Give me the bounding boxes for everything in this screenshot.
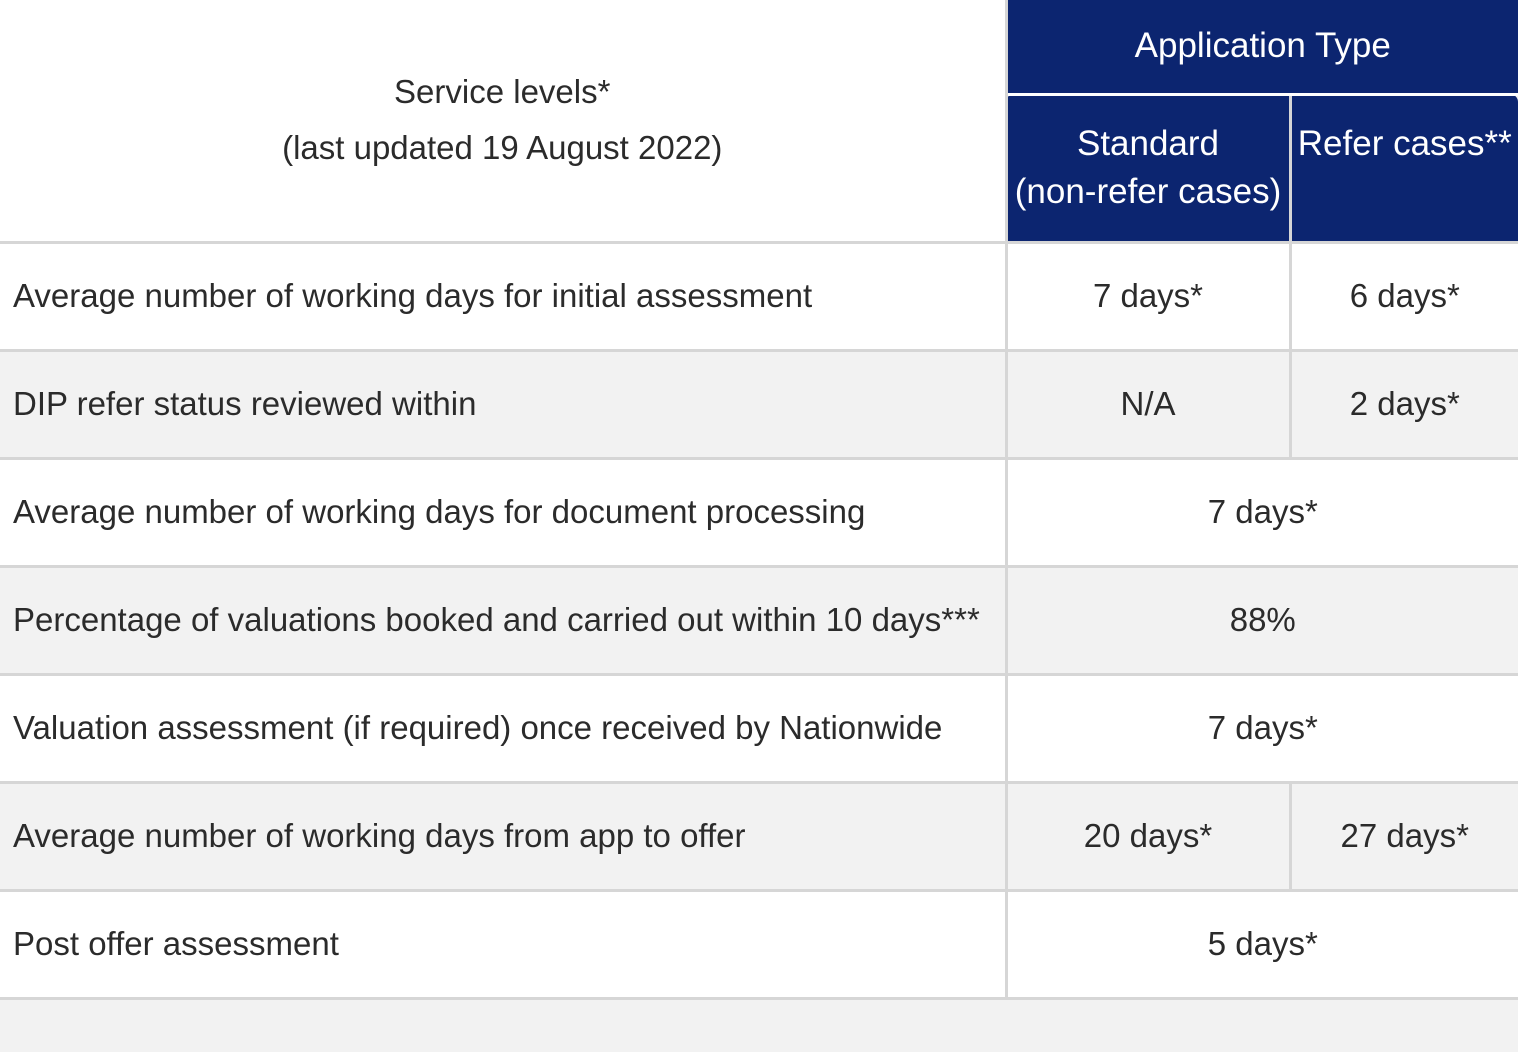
row-label: Post offer assessment <box>0 890 1006 998</box>
row-label: Average number of working days for initial assessment <box>0 242 1006 350</box>
combined-value: 7 days* <box>1006 458 1518 566</box>
standard-column-heading <box>1006 94 1290 242</box>
refer-value: 6 days* <box>1290 242 1518 350</box>
table-row <box>0 242 1518 350</box>
combined-value: 7 days* <box>1006 674 1518 782</box>
refer-value: 2 days* <box>1290 350 1518 458</box>
last-updated-note: (last updated 19 August 2022) <box>282 129 723 166</box>
standard-value: 20 days* <box>1006 782 1290 890</box>
table-row <box>0 782 1518 890</box>
refer-value: 27 days* <box>1290 782 1518 890</box>
row-label: Valuation assessment (if required) once received by Nationwide <box>0 674 1006 782</box>
standard-value: 7 days* <box>1006 242 1290 350</box>
row-label: Percentage of valuations booked and carried out within 10 days*** <box>0 566 1006 674</box>
service-levels-title: Service levels* <box>394 73 611 110</box>
table-row <box>0 566 1518 674</box>
row-label: DIP refer status reviewed within <box>0 350 1006 458</box>
combined-value: 5 days* <box>1006 890 1518 998</box>
row-label: Average number of working days from app to offer <box>0 782 1006 890</box>
service-levels-heading <box>0 0 1006 242</box>
table-row <box>0 890 1518 998</box>
standard-heading-line1: Standard <box>1076 123 1220 163</box>
table-header <box>0 0 1518 242</box>
table-body <box>0 242 1518 998</box>
table-row <box>0 458 1518 566</box>
table-row <box>0 674 1518 782</box>
row-label: Average number of working days for document processing <box>0 458 1006 566</box>
standard-value: N/A <box>1006 350 1290 458</box>
table-row <box>0 350 1518 458</box>
application-type-heading: Application Type <box>1006 0 1518 94</box>
combined-value: 88% <box>1006 566 1518 674</box>
standard-heading-line2: (non-refer cases) <box>1014 171 1282 211</box>
refer-cases-column-heading: Refer cases** <box>1290 94 1518 242</box>
